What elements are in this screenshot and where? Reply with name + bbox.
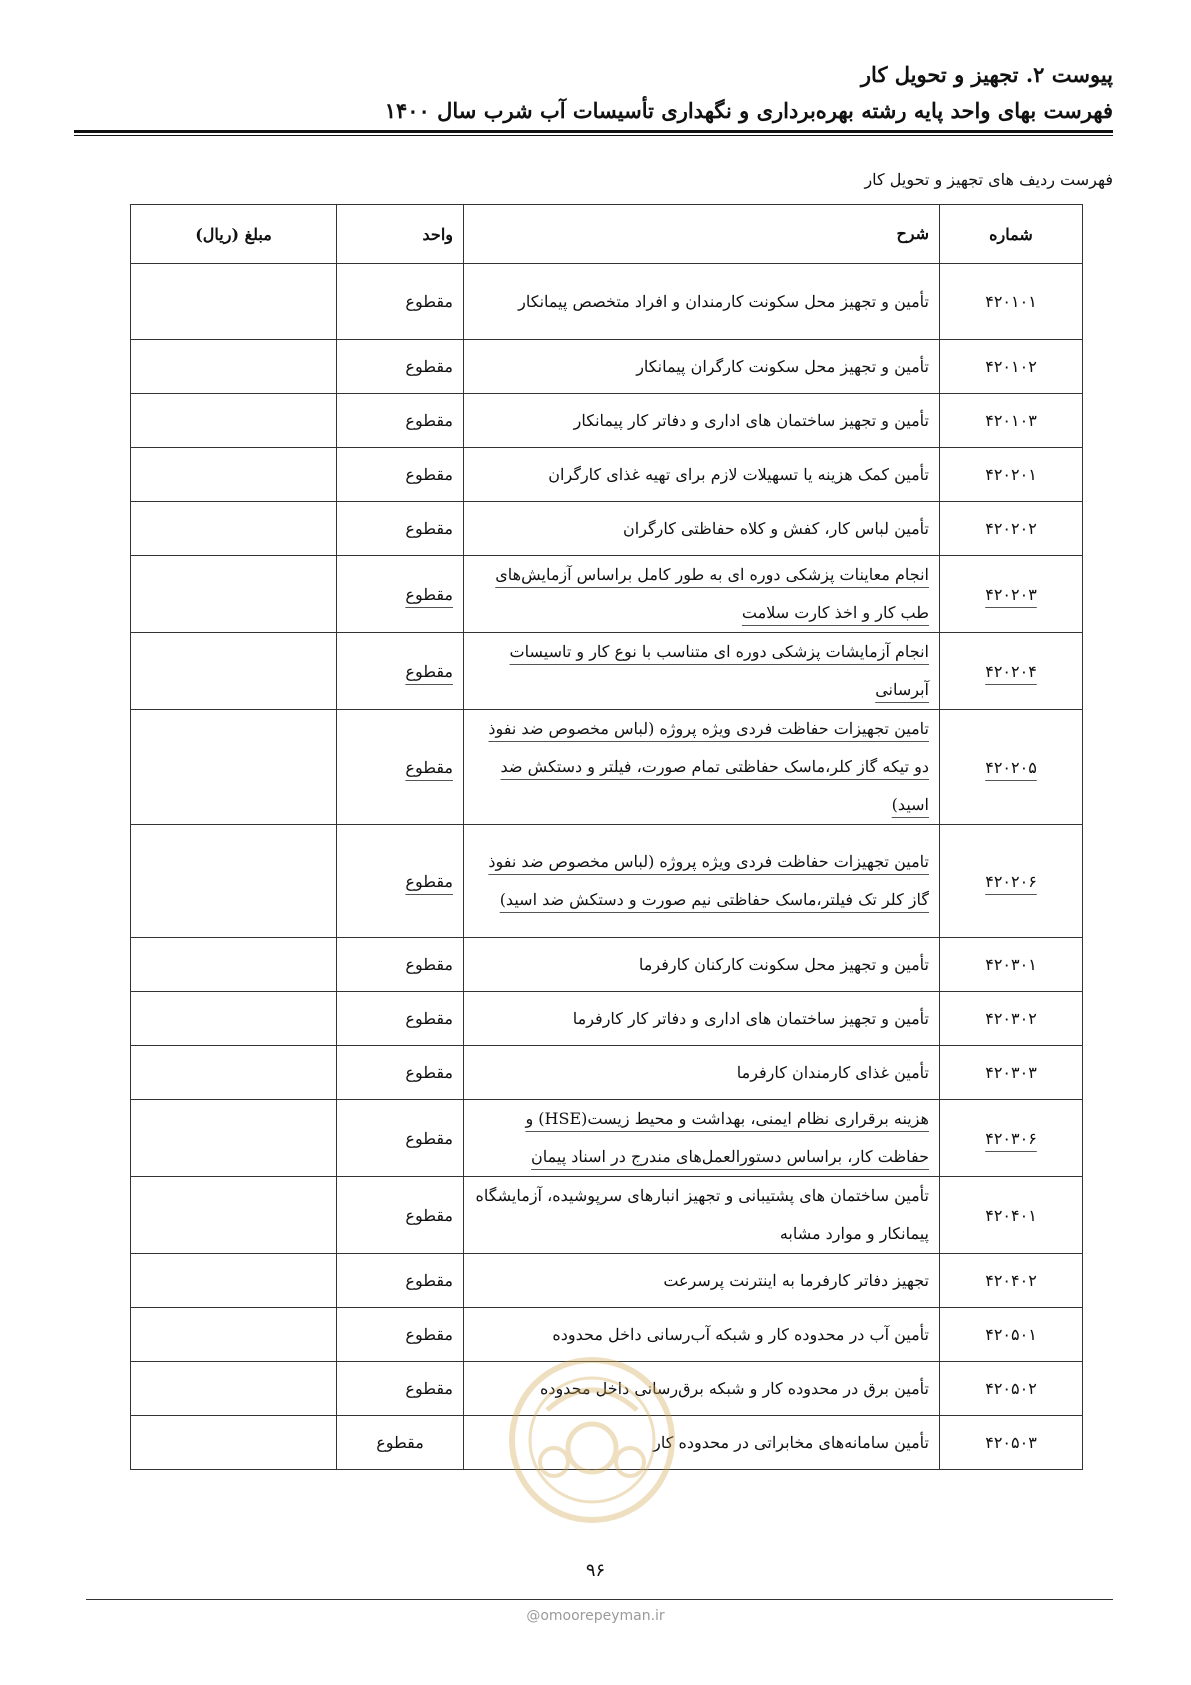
row-amount <box>131 448 337 502</box>
row-unit: مقطوع <box>337 1362 464 1416</box>
row-amount <box>131 992 337 1046</box>
row-description: تامین تجهیزات حفاظت فردی ویژه پروژه (لباس مخصوص ضد نفوذ دو تیکه گاز کلر،ماسک حفاظتی تمام صورت، فیلتر و دستکش ضد اسید) <box>488 719 929 814</box>
row-number: ۴۲۰۳۰۲ <box>940 992 1083 1046</box>
row-amount <box>131 1416 337 1470</box>
row-amount <box>131 633 337 710</box>
row-description: تامین تجهیزات حفاظت فردی ویژه پروژه (لباس مخصوص ضد نفوذ گاز کلر تک فیلتر،ماسک حفاظتی نیم صورت و دستکش ضد اسید) <box>488 852 929 909</box>
table-row <box>131 825 1083 938</box>
row-description: تأمین غذای کارمندان کارفرما <box>464 1046 940 1100</box>
row-unit: مقطوع <box>337 1308 464 1362</box>
row-number: ۴۲۰۱۰۱ <box>940 264 1083 340</box>
row-description: تجهیز دفاتر کارفرما به اینترنت پرسرعت <box>464 1254 940 1308</box>
row-description: تأمین ساختمان های پشتیبانی و تجهیز انبارهای سرپوشیده، آزمایشگاه پیمانکار و موارد مشابه <box>464 1177 940 1254</box>
row-number: ۴۲۰۲۰۱ <box>940 448 1083 502</box>
row-unit: مقطوع <box>405 757 453 777</box>
row-amount <box>131 825 337 938</box>
row-amount <box>131 1046 337 1100</box>
publisher-seal-watermark <box>502 1350 682 1530</box>
row-amount <box>131 502 337 556</box>
row-number: ۴۲۰۴۰۱ <box>940 1177 1083 1254</box>
row-amount <box>131 340 337 394</box>
page-number: ۹۶ <box>585 1560 606 1581</box>
row-unit: مقطوع <box>337 448 464 502</box>
row-number: ۴۲۰۴۰۲ <box>940 1254 1083 1308</box>
row-number: ۴۲۰۳۰۳ <box>940 1046 1083 1100</box>
header-amount: مبلغ (ریال) <box>131 205 337 264</box>
row-number: ۴۲۰۳۰۱ <box>940 938 1083 992</box>
table-row <box>131 1177 1083 1254</box>
row-number: ۴۲۰۱۰۲ <box>940 340 1083 394</box>
table-row <box>131 710 1083 825</box>
row-unit: مقطوع <box>405 661 453 681</box>
row-unit: مقطوع <box>337 1100 464 1177</box>
row-description: تأمین سامانه‌های مخابراتی در محدوده کار <box>464 1416 940 1470</box>
header-description: شرح <box>464 205 940 264</box>
header-rule <box>74 130 1113 133</box>
row-amount <box>131 1254 337 1308</box>
row-number: ۴۲۰۳۰۶ <box>985 1128 1037 1148</box>
row-amount <box>131 394 337 448</box>
appendix-title: پیوست ۲. تجهیز و تحویل کار <box>860 62 1113 87</box>
row-description: انجام آزمایشات پزشکی دوره ای متناسب با نوع کار و تاسیسات آبرسانی <box>509 642 929 699</box>
document-title: فهرست بهای واحد پایه رشته بهره‌برداری و نگهداری تأسیسات آب شرب سال ۱۴۰۰ <box>384 98 1113 123</box>
table-row <box>131 340 1083 394</box>
row-amount <box>131 710 337 825</box>
row-description: تأمین و تجهیز محل سکونت کارکنان کارفرما <box>464 938 940 992</box>
row-description: تأمین و تجهیز محل سکونت کارگران پیمانکار <box>464 340 940 394</box>
row-description: تأمین لباس کار، کفش و کلاه حفاظتی کارگران <box>464 502 940 556</box>
footer-rule <box>86 1599 1113 1600</box>
row-amount <box>131 938 337 992</box>
row-description: تأمین آب در محدوده کار و شبکه آب‌رسانی داخل محدوده <box>464 1308 940 1362</box>
row-amount <box>131 1177 337 1254</box>
table-row <box>131 1100 1083 1177</box>
row-unit: مقطوع <box>337 938 464 992</box>
row-unit: مقطوع <box>337 1177 464 1254</box>
table-header-row <box>131 205 1083 264</box>
row-number: ۴۲۰۲۰۵ <box>985 757 1037 777</box>
row-unit: مقطوع <box>337 264 464 340</box>
row-description: تأمین برق در محدوده کار و شبکه برق‌رسانی داخل محدوده <box>464 1362 940 1416</box>
row-unit: مقطوع <box>405 871 453 891</box>
row-description: تأمین و تجهیز ساختمان های اداری و دفاتر کار پیمانکار <box>464 394 940 448</box>
table-row <box>131 502 1083 556</box>
row-description: تأمین و تجهیز ساختمان های اداری و دفاتر کار کارفرما <box>464 992 940 1046</box>
row-unit: مقطوع <box>337 340 464 394</box>
row-unit: مقطوع <box>337 992 464 1046</box>
table-row <box>131 1046 1083 1100</box>
table-row <box>131 556 1083 633</box>
row-number: ۴۲۰۲۰۶ <box>985 871 1037 891</box>
row-number: ۴۲۰۱۰۳ <box>940 394 1083 448</box>
row-unit: مقطوع <box>337 1416 464 1470</box>
table-row <box>131 938 1083 992</box>
table-row <box>131 394 1083 448</box>
row-number: ۴۲۰۵۰۱ <box>940 1308 1083 1362</box>
row-amount <box>131 556 337 633</box>
row-unit: مقطوع <box>337 502 464 556</box>
website-watermark: @omoorepeyman.ir <box>526 1608 665 1624</box>
row-number: ۴۲۰۵۰۲ <box>940 1362 1083 1416</box>
row-unit: مقطوع <box>405 584 453 604</box>
row-description: تأمین کمک هزینه یا تسهیلات لازم برای تهیه غذای کارگران <box>464 448 940 502</box>
row-amount <box>131 264 337 340</box>
row-amount <box>131 1308 337 1362</box>
row-number: ۴۲۰۲۰۳ <box>985 584 1037 604</box>
row-number: ۴۲۰۲۰۲ <box>940 502 1083 556</box>
header-rule-thin <box>74 135 1113 136</box>
table-row <box>131 992 1083 1046</box>
table-row <box>131 448 1083 502</box>
row-amount <box>131 1362 337 1416</box>
row-unit: مقطوع <box>337 1046 464 1100</box>
table-caption: فهرست ردیف های تجهیز و تحویل کار <box>864 170 1113 189</box>
row-amount <box>131 1100 337 1177</box>
header-unit: واحد <box>337 205 464 264</box>
row-description: هزینه برقراری نظام ایمنی، بهداشت و محیط زیست(HSE) و حفاظت کار، براساس دستورالعمل‌های مندرج در اسناد پیمان <box>525 1109 929 1166</box>
row-unit: مقطوع <box>337 1254 464 1308</box>
price-list-table <box>130 204 1083 1470</box>
row-number: ۴۲۰۲۰۴ <box>985 661 1037 681</box>
row-unit: مقطوع <box>337 394 464 448</box>
row-number: ۴۲۰۵۰۳ <box>940 1416 1083 1470</box>
row-description: تأمین و تجهیز محل سکونت کارمندان و افراد متخصص پیمانکار <box>464 264 940 340</box>
row-description: انجام معاینات پزشکی دوره ای به طور کامل براساس آزمایش‌های طب کار و اخذ کارت سلامت <box>495 565 929 622</box>
table-row <box>131 264 1083 340</box>
table-row <box>131 1254 1083 1308</box>
header-number: شماره <box>940 205 1083 264</box>
table-row <box>131 633 1083 710</box>
